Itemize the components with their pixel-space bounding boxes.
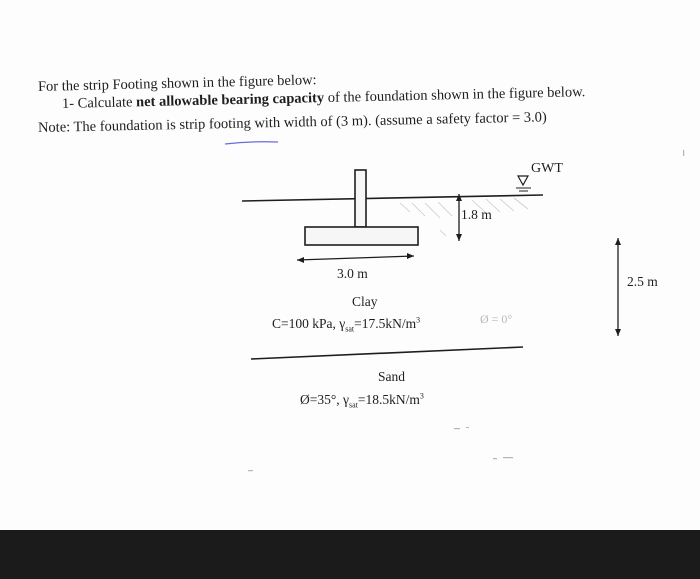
clay-cohesion: C=100 kPa, — [272, 316, 340, 331]
sand-unit-exponent: 3 — [419, 391, 424, 401]
task-suffix: of the foundation shown in the figure below. — [323, 84, 586, 107]
problem-intro: For the strip Footing shown in the figure below: — [37, 72, 317, 95]
gwt-label: GWT — [531, 161, 563, 176]
clay-friction-angle: Ø = 0° — [480, 312, 513, 326]
range-dimension-label: 2.5 m — [627, 274, 658, 289]
range-arrow-bottom — [615, 329, 621, 336]
gwt-marker-icon — [518, 176, 528, 185]
sand-gamma-subscript: sat — [348, 400, 358, 410]
clay-gamma-symbol: γ — [339, 316, 346, 331]
task-prefix: 1- Calculate — [61, 94, 137, 112]
footing-width-label: 3.0 m — [337, 266, 368, 281]
layer-boundary-line — [251, 347, 523, 359]
clay-gamma-subscript: sat — [345, 324, 355, 334]
clay-properties — [272, 315, 421, 334]
clay-layer-name: Clay — [352, 294, 378, 309]
problem-note: Note: The foundation is strip footing with width of (3 m). (assume a safety factor = 3.0) — [37, 109, 547, 136]
sand-gamma-symbol: γ — [343, 392, 349, 407]
width-arrow-right — [407, 253, 414, 259]
ground-surface-line — [242, 195, 543, 201]
sand-properties — [300, 391, 424, 410]
clay-unit-weight: =17.5kN/m — [354, 316, 417, 331]
depth-arrow-bottom — [456, 234, 462, 241]
footing-base — [305, 227, 418, 245]
bottom-black-bar — [0, 530, 700, 579]
sand-friction-angle: Ø=35°, — [300, 392, 344, 407]
sand-unit-weight: =18.5kN/m — [357, 392, 420, 407]
footing-depth-label: 1.8 m — [461, 207, 492, 222]
scan-marks — [248, 150, 684, 471]
clay-unit-exponent: 3 — [416, 315, 421, 325]
range-arrow-top — [615, 238, 621, 245]
width-dimension-line — [297, 256, 414, 260]
width-arrow-left — [297, 257, 304, 263]
task-emphasis: net allowable bearing capacity — [135, 90, 325, 111]
footing-column — [355, 170, 366, 227]
sand-layer-name: Sand — [378, 369, 405, 384]
pen-underline — [225, 142, 278, 144]
